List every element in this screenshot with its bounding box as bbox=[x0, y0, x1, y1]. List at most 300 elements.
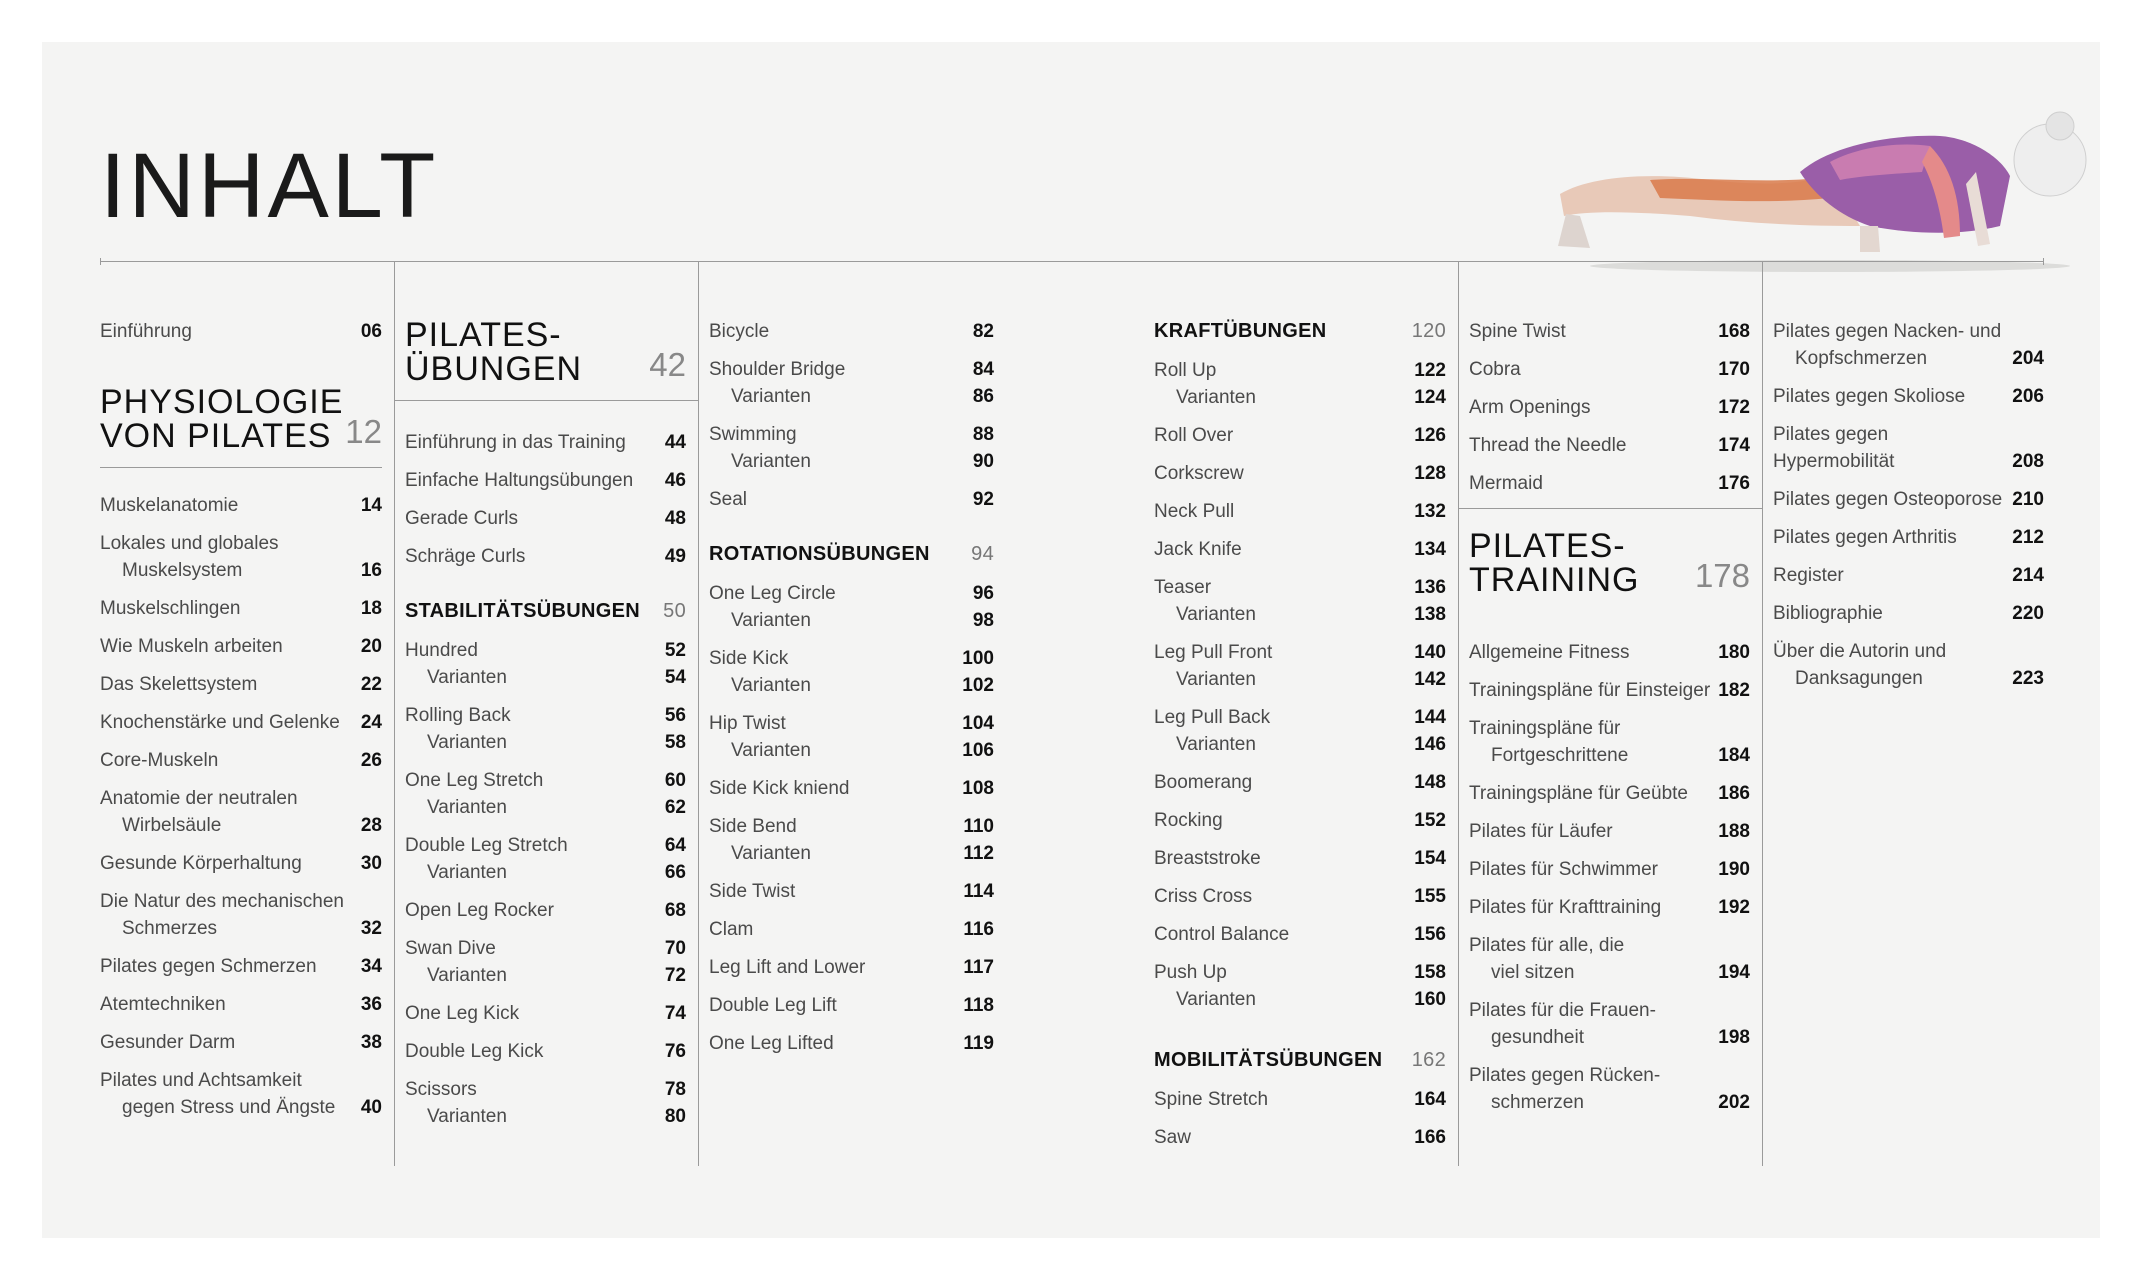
subentry-label: Varianten bbox=[1176, 669, 1256, 690]
entry-label bbox=[100, 850, 361, 877]
entry-label-line2: Danksagungen bbox=[1795, 668, 1923, 689]
entry-page: 74 bbox=[664, 1003, 686, 1024]
entry-label: One Leg Stretch bbox=[405, 770, 544, 791]
entry-page: 14 bbox=[360, 495, 382, 516]
entry-label-line1: Core-Muskeln bbox=[100, 750, 219, 771]
entry-label: Open Leg Rocker bbox=[405, 900, 554, 921]
toc-subentry[interactable] bbox=[405, 794, 686, 821]
subentry-page: 124 bbox=[1414, 387, 1446, 408]
entry-label bbox=[1773, 421, 2012, 475]
toc-entry[interactable] bbox=[100, 633, 382, 660]
toc-heading[interactable] bbox=[1154, 318, 1446, 345]
subentry-label: Varianten bbox=[1176, 387, 1256, 408]
entry-label: Einfache Haltungsübungen bbox=[405, 470, 634, 491]
toc-entry[interactable] bbox=[405, 897, 686, 924]
subentry-page: 102 bbox=[962, 675, 994, 696]
subentry-page: 80 bbox=[664, 1106, 686, 1127]
toc-entry[interactable] bbox=[709, 954, 994, 981]
heading-label: ROTATIONSÜBUNGEN bbox=[709, 543, 930, 565]
entry-label bbox=[100, 991, 361, 1018]
toc-entry[interactable] bbox=[1469, 677, 1750, 704]
entry-page: 128 bbox=[1414, 463, 1446, 484]
entry-page: 210 bbox=[2012, 489, 2044, 510]
entry-label bbox=[1469, 715, 1718, 769]
entry-label bbox=[100, 530, 361, 584]
entry-page: 170 bbox=[1718, 359, 1750, 380]
heading-label: KRAFTÜBUNGEN bbox=[1154, 320, 1327, 342]
entry-label-line2: schmerzen bbox=[1491, 1092, 1584, 1113]
entry-page: 60 bbox=[664, 770, 686, 791]
entry-page: 184 bbox=[1718, 745, 1750, 766]
toc-entry[interactable] bbox=[1154, 574, 1446, 601]
entry-page: 118 bbox=[963, 995, 994, 1016]
entry-label-line1: Pilates gegen Nacken- und bbox=[1773, 321, 2002, 342]
entry-page: 144 bbox=[1414, 707, 1446, 728]
entry-label: Teaser bbox=[1154, 577, 1212, 598]
toc-entry[interactable] bbox=[709, 813, 994, 840]
toc-entry[interactable] bbox=[1469, 432, 1750, 459]
subentry-label: Varianten bbox=[1176, 604, 1256, 625]
toc-entry[interactable] bbox=[1469, 856, 1750, 883]
entry-label-line1: Gesunder Darm bbox=[100, 1032, 236, 1053]
toc-entry[interactable] bbox=[1154, 1124, 1446, 1151]
toc-entry[interactable] bbox=[709, 318, 994, 345]
entry-label bbox=[100, 633, 361, 660]
subentry-label: Varianten bbox=[731, 610, 811, 631]
toc-heading[interactable] bbox=[709, 541, 994, 568]
entry-label: Leg Pull Back bbox=[1154, 707, 1271, 728]
entry-label: Jack Knife bbox=[1154, 539, 1242, 560]
entry-label-line1: Pilates gegen Hypermobilität bbox=[1773, 424, 1895, 472]
entry-page: 20 bbox=[360, 636, 382, 657]
entry-page: 76 bbox=[664, 1041, 686, 1062]
entry-label: Leg Lift and Lower bbox=[709, 957, 866, 978]
toc-column-2 bbox=[394, 262, 698, 1166]
subentry-label: Varianten bbox=[731, 675, 811, 696]
toc-page bbox=[42, 42, 2100, 1238]
entry-page: 22 bbox=[360, 674, 382, 695]
toc-entry[interactable] bbox=[405, 429, 686, 456]
entry-label: Corkscrew bbox=[1154, 463, 1244, 484]
entry-label-line1: Pilates für Schwimmer bbox=[1469, 859, 1658, 880]
toc-entry[interactable] bbox=[1469, 818, 1750, 845]
entry-label: Seal bbox=[709, 489, 748, 510]
entry-label: Neck Pull bbox=[1154, 501, 1235, 522]
entry-page: 56 bbox=[664, 705, 686, 726]
toc-entry[interactable] bbox=[1469, 318, 1750, 345]
subentry-label: Varianten bbox=[731, 451, 811, 472]
toc-entry[interactable] bbox=[1469, 715, 1750, 769]
toc-entry[interactable] bbox=[405, 505, 686, 532]
toc-entry[interactable] bbox=[709, 878, 994, 905]
entry-page: 36 bbox=[360, 994, 382, 1015]
subentry-page: 98 bbox=[972, 610, 994, 631]
entry-label: Side Kick bbox=[709, 648, 789, 669]
toc-entry[interactable] bbox=[1154, 769, 1446, 796]
entry-page: 188 bbox=[1718, 821, 1750, 842]
entry-label bbox=[100, 888, 361, 942]
toc-entry[interactable] bbox=[100, 492, 382, 519]
entry-page: 16 bbox=[360, 560, 382, 581]
entry-label-line1: Pilates gegen Rücken- bbox=[1469, 1065, 1661, 1086]
toc-entry[interactable] bbox=[405, 935, 686, 962]
entry-label: Gerade Curls bbox=[405, 508, 518, 529]
toc-subentry[interactable] bbox=[709, 383, 994, 410]
entry-label bbox=[1773, 318, 2012, 372]
toc-heading[interactable] bbox=[1154, 1047, 1446, 1074]
toc-entry[interactable] bbox=[1154, 639, 1446, 666]
entry-label: Hundred bbox=[405, 640, 478, 661]
entry-page: 182 bbox=[1718, 680, 1750, 701]
entry-page: 108 bbox=[962, 778, 994, 799]
toc-entry[interactable] bbox=[1469, 639, 1750, 666]
toc-subentry[interactable] bbox=[405, 962, 686, 989]
entry-page: 88 bbox=[972, 424, 994, 445]
toc-entry[interactable] bbox=[100, 1067, 382, 1121]
toc-entry[interactable] bbox=[1773, 562, 2044, 589]
toc-entry[interactable] bbox=[709, 1030, 994, 1057]
entry-label-line1: Lokales und globales bbox=[100, 533, 279, 554]
toc-entry[interactable] bbox=[100, 785, 382, 839]
toc-entry[interactable] bbox=[100, 530, 382, 584]
entry-page: 148 bbox=[1414, 772, 1446, 793]
section-title-line1: PILATES- bbox=[1469, 527, 1626, 565]
entry-label: Scissors bbox=[405, 1079, 477, 1100]
toc-entry[interactable] bbox=[1154, 921, 1446, 948]
section-title-line2: VON PILATES bbox=[100, 417, 332, 455]
entry-label: Arm Openings bbox=[1469, 397, 1591, 418]
entry-page: 212 bbox=[2012, 527, 2044, 548]
entry-label-line1: Trainingspläne für Einsteiger bbox=[1469, 680, 1711, 701]
toc-entry[interactable] bbox=[100, 318, 382, 345]
toc-entry[interactable] bbox=[405, 467, 686, 494]
entry-page: 40 bbox=[360, 1097, 382, 1118]
entry-label: Bicycle bbox=[709, 321, 770, 342]
entry-label: Einführung bbox=[100, 321, 192, 342]
toc-entry[interactable] bbox=[100, 850, 382, 877]
toc-entry[interactable] bbox=[405, 702, 686, 729]
entry-label bbox=[1469, 932, 1718, 986]
toc-subentry[interactable] bbox=[405, 1103, 686, 1130]
section-pilates-training bbox=[1459, 508, 1762, 611]
subentry-page: 138 bbox=[1414, 604, 1446, 625]
entry-label bbox=[1469, 997, 1718, 1051]
toc-entry[interactable] bbox=[1469, 356, 1750, 383]
entry-label: Leg Pull Front bbox=[1154, 642, 1273, 663]
entry-label-line1: Die Natur des mechanischen bbox=[100, 891, 344, 912]
entry-label bbox=[1773, 562, 2012, 589]
toc-entry[interactable] bbox=[1773, 524, 2044, 551]
toc-column-6 bbox=[1762, 262, 2044, 1166]
entry-page: 26 bbox=[360, 750, 382, 771]
entry-page: 214 bbox=[2012, 565, 2044, 586]
entry-label: Side Bend bbox=[709, 816, 797, 837]
toc-entry[interactable] bbox=[709, 580, 994, 607]
toc-subentry[interactable] bbox=[709, 607, 994, 634]
toc-entry[interactable] bbox=[1469, 780, 1750, 807]
entry-label bbox=[1469, 856, 1718, 883]
subentry-page: 106 bbox=[962, 740, 994, 761]
entry-page: 202 bbox=[1718, 1092, 1750, 1113]
toc-entry[interactable] bbox=[1154, 883, 1446, 910]
subentry-page: 54 bbox=[664, 667, 686, 688]
entry-page: 208 bbox=[2012, 451, 2044, 472]
toc-subentry[interactable] bbox=[405, 859, 686, 886]
subentry-page: 160 bbox=[1414, 989, 1446, 1010]
toc-subentry[interactable] bbox=[709, 840, 994, 867]
entry-page: 154 bbox=[1414, 848, 1446, 869]
entry-page: 68 bbox=[664, 900, 686, 921]
entry-label: Breaststroke bbox=[1154, 848, 1261, 869]
entry-label: One Leg Circle bbox=[709, 583, 836, 604]
toc-entry[interactable] bbox=[1773, 421, 2044, 475]
entry-label: Saw bbox=[1154, 1127, 1191, 1148]
entry-label-line1: Das Skelettsystem bbox=[100, 674, 258, 695]
entry-label-line1: Pilates für alle, die bbox=[1469, 935, 1625, 956]
entry-label-line1: Pilates für Läufer bbox=[1469, 821, 1613, 842]
toc-subentry[interactable] bbox=[405, 729, 686, 756]
entry-label-line1: Pilates gegen Skoliose bbox=[1773, 386, 1966, 407]
toc-entry[interactable] bbox=[100, 888, 382, 942]
section-title-line1: PILATES- bbox=[405, 316, 562, 354]
entry-label bbox=[1469, 780, 1718, 807]
entry-label-line2: Muskelsystem bbox=[122, 560, 243, 581]
section-page: 12 bbox=[345, 413, 382, 450]
entry-page: 180 bbox=[1718, 642, 1750, 663]
entry-label-line2: Kopfschmerzen bbox=[1795, 348, 1928, 369]
entry-label: Double Leg Lift bbox=[709, 995, 837, 1016]
toc-entry[interactable] bbox=[1469, 932, 1750, 986]
entry-page: 70 bbox=[664, 938, 686, 959]
toc-entry[interactable] bbox=[100, 709, 382, 736]
toc-subentry[interactable] bbox=[1154, 731, 1446, 758]
entry-label: One Leg Lifted bbox=[709, 1033, 834, 1054]
entry-page: 192 bbox=[1718, 897, 1750, 918]
entry-page: 92 bbox=[972, 489, 994, 510]
entry-page: 114 bbox=[963, 881, 994, 902]
subentry-page: 90 bbox=[972, 451, 994, 472]
entry-page: 110 bbox=[963, 816, 994, 837]
toc-heading[interactable] bbox=[405, 598, 686, 625]
toc-entry[interactable] bbox=[100, 991, 382, 1018]
entry-page: 46 bbox=[664, 470, 686, 491]
subentry-page: 146 bbox=[1414, 734, 1446, 755]
toc-entry[interactable] bbox=[100, 595, 382, 622]
toc-entry[interactable] bbox=[1469, 1062, 1750, 1116]
entry-page: 132 bbox=[1414, 501, 1446, 522]
toc-entry[interactable] bbox=[709, 421, 994, 448]
toc-entry[interactable] bbox=[1469, 470, 1750, 497]
toc-subentry[interactable] bbox=[1154, 666, 1446, 693]
toc-entry[interactable] bbox=[405, 832, 686, 859]
toc-subentry[interactable] bbox=[1154, 384, 1446, 411]
entry-page: 48 bbox=[664, 508, 686, 529]
entry-label-line1: Gesunde Körperhaltung bbox=[100, 853, 302, 874]
entry-page: 172 bbox=[1718, 397, 1750, 418]
subentry-label: Varianten bbox=[731, 386, 811, 407]
section-title-line2: TRAINING bbox=[1469, 561, 1640, 599]
entry-label bbox=[1469, 894, 1718, 921]
toc-entry[interactable] bbox=[405, 543, 686, 570]
entry-label: Rolling Back bbox=[405, 705, 511, 726]
toc-entry[interactable] bbox=[1154, 422, 1446, 449]
subentry-label: Varianten bbox=[427, 965, 507, 986]
entry-page: 168 bbox=[1718, 321, 1750, 342]
toc-entry[interactable] bbox=[1154, 959, 1446, 986]
entry-label-line2: gegen Stress und Ängste bbox=[122, 1097, 336, 1118]
toc-entry[interactable] bbox=[100, 953, 382, 980]
entry-page: 220 bbox=[2012, 603, 2044, 624]
toc-entry[interactable] bbox=[709, 356, 994, 383]
toc-entry[interactable] bbox=[709, 992, 994, 1019]
toc-entry[interactable] bbox=[100, 747, 382, 774]
entry-label-line1: Pilates und Achtsamkeit bbox=[100, 1070, 302, 1091]
entry-label-line2: Fortgeschrittene bbox=[1491, 745, 1629, 766]
entry-page: 166 bbox=[1414, 1127, 1446, 1148]
entry-page: 155 bbox=[1414, 886, 1446, 907]
entry-page: 78 bbox=[664, 1079, 686, 1100]
entry-label bbox=[100, 595, 361, 622]
heading-page: 120 bbox=[1411, 320, 1446, 342]
toc-column-1 bbox=[100, 262, 394, 1166]
entry-label-line1: Trainingspläne für bbox=[1469, 718, 1621, 739]
toc-entry[interactable] bbox=[709, 775, 994, 802]
toc-entry[interactable] bbox=[709, 645, 994, 672]
entry-label bbox=[100, 492, 361, 519]
section-title-line2: ÜBUNGEN bbox=[405, 350, 583, 388]
entry-label: Thread the Needle bbox=[1469, 435, 1627, 456]
entry-page: 28 bbox=[360, 815, 382, 836]
entry-label: Side Kick kniend bbox=[709, 778, 850, 799]
entry-page: 52 bbox=[664, 640, 686, 661]
toc-entry[interactable] bbox=[1469, 394, 1750, 421]
entry-page: 186 bbox=[1718, 783, 1750, 804]
entry-label-line2: Wirbelsäule bbox=[122, 815, 222, 836]
entry-label: Rocking bbox=[1154, 810, 1223, 831]
entry-page: 204 bbox=[2012, 348, 2044, 369]
entry-page: 44 bbox=[664, 432, 686, 453]
entry-label bbox=[100, 709, 361, 736]
toc-entry[interactable] bbox=[405, 1076, 686, 1103]
toc-entry[interactable] bbox=[1154, 460, 1446, 487]
subentry-page: 112 bbox=[963, 843, 994, 864]
toc-entry[interactable] bbox=[1773, 383, 2044, 410]
toc-entry[interactable] bbox=[100, 1029, 382, 1056]
subentry-label: Varianten bbox=[1176, 734, 1256, 755]
subentry-label: Varianten bbox=[427, 862, 507, 883]
entry-label bbox=[1773, 383, 2012, 410]
toc-subentry[interactable] bbox=[405, 664, 686, 691]
entry-page: 174 bbox=[1718, 435, 1750, 456]
toc-entry[interactable] bbox=[709, 710, 994, 737]
toc-entry[interactable] bbox=[405, 767, 686, 794]
subentry-label: Varianten bbox=[427, 797, 507, 818]
toc-entry[interactable] bbox=[1154, 1086, 1446, 1113]
toc-entry[interactable] bbox=[1773, 638, 2044, 692]
entry-page: 206 bbox=[2012, 386, 2044, 407]
toc-entry[interactable] bbox=[1773, 486, 2044, 513]
toc-entry[interactable] bbox=[709, 486, 994, 513]
toc-entry[interactable] bbox=[1773, 318, 2044, 372]
toc-entry[interactable] bbox=[1469, 997, 1750, 1051]
entry-page: 223 bbox=[2012, 668, 2044, 689]
entry-page: 96 bbox=[972, 583, 994, 604]
toc-entry[interactable] bbox=[405, 1000, 686, 1027]
entry-label: One Leg Kick bbox=[405, 1003, 520, 1024]
entry-label-line1: Pilates gegen Schmerzen bbox=[100, 956, 317, 977]
toc-entry[interactable] bbox=[100, 671, 382, 698]
entry-label-line1: Pilates für die Frauen- bbox=[1469, 1000, 1656, 1021]
page-title: INHALT bbox=[100, 135, 439, 237]
entry-page: 164 bbox=[1414, 1089, 1446, 1110]
toc-entry[interactable] bbox=[1154, 807, 1446, 834]
toc-entry[interactable] bbox=[1154, 845, 1446, 872]
subentry-page: 86 bbox=[972, 386, 994, 407]
entry-label bbox=[1469, 818, 1718, 845]
entry-page: 64 bbox=[664, 835, 686, 856]
entry-label: Clam bbox=[709, 919, 754, 940]
entry-label: Control Balance bbox=[1154, 924, 1290, 945]
toc-entry[interactable] bbox=[1469, 894, 1750, 921]
entry-page: 134 bbox=[1414, 539, 1446, 560]
entry-page: 30 bbox=[360, 853, 382, 874]
toc-subentry[interactable] bbox=[1154, 986, 1446, 1013]
toc-entry[interactable] bbox=[405, 637, 686, 664]
entry-page: 122 bbox=[1414, 360, 1446, 381]
entry-label: Roll Up bbox=[1154, 360, 1217, 381]
toc-entry[interactable] bbox=[1773, 600, 2044, 627]
entry-label: Push Up bbox=[1154, 962, 1227, 983]
entry-label: Mermaid bbox=[1469, 473, 1543, 494]
toc-column-3 bbox=[698, 262, 994, 1166]
entry-label bbox=[1773, 600, 2012, 627]
entry-label-line2: Schmerzes bbox=[122, 918, 218, 939]
toc-subentry[interactable] bbox=[709, 737, 994, 764]
toc-entry[interactable] bbox=[405, 1038, 686, 1065]
toc-entry[interactable] bbox=[1154, 498, 1446, 525]
subentry-page: 142 bbox=[1414, 669, 1446, 690]
toc-subentry[interactable] bbox=[709, 448, 994, 475]
toc-entry[interactable] bbox=[1154, 704, 1446, 731]
entry-page: 32 bbox=[360, 918, 382, 939]
entry-label-line1: Über die Autorin und bbox=[1773, 641, 1947, 662]
entry-page: 100 bbox=[962, 648, 994, 669]
toc-entry[interactable] bbox=[1154, 357, 1446, 384]
section-title-line1: PHYSIOLOGIE bbox=[100, 383, 344, 421]
entry-label-line1: Anatomie der neutralen bbox=[100, 788, 298, 809]
entry-label: Double Leg Kick bbox=[405, 1041, 544, 1062]
subentry-label: Varianten bbox=[731, 740, 811, 761]
entry-label-line1: Trainingspläne für Geübte bbox=[1469, 783, 1688, 804]
entry-label bbox=[1469, 639, 1718, 666]
entry-page: 136 bbox=[1414, 577, 1446, 598]
entry-label-line1: Knochenstärke und Gelenke bbox=[100, 712, 340, 733]
toc-entry[interactable] bbox=[709, 916, 994, 943]
entry-label bbox=[100, 671, 361, 698]
subentry-label: Varianten bbox=[427, 667, 507, 688]
toc-subentry[interactable] bbox=[1154, 601, 1446, 628]
section-page: 42 bbox=[649, 346, 686, 383]
entry-label: Swan Dive bbox=[405, 938, 496, 959]
heading-label: STABILITÄTSÜBUNGEN bbox=[405, 600, 641, 622]
entry-label: Criss Cross bbox=[1154, 886, 1253, 907]
toc-subentry[interactable] bbox=[709, 672, 994, 699]
entry-label: Double Leg Stretch bbox=[405, 835, 568, 856]
heading-page: 162 bbox=[1411, 1049, 1446, 1071]
entry-page: 119 bbox=[963, 1033, 994, 1054]
subentry-label: Varianten bbox=[1176, 989, 1256, 1010]
toc-entry[interactable] bbox=[1154, 536, 1446, 563]
